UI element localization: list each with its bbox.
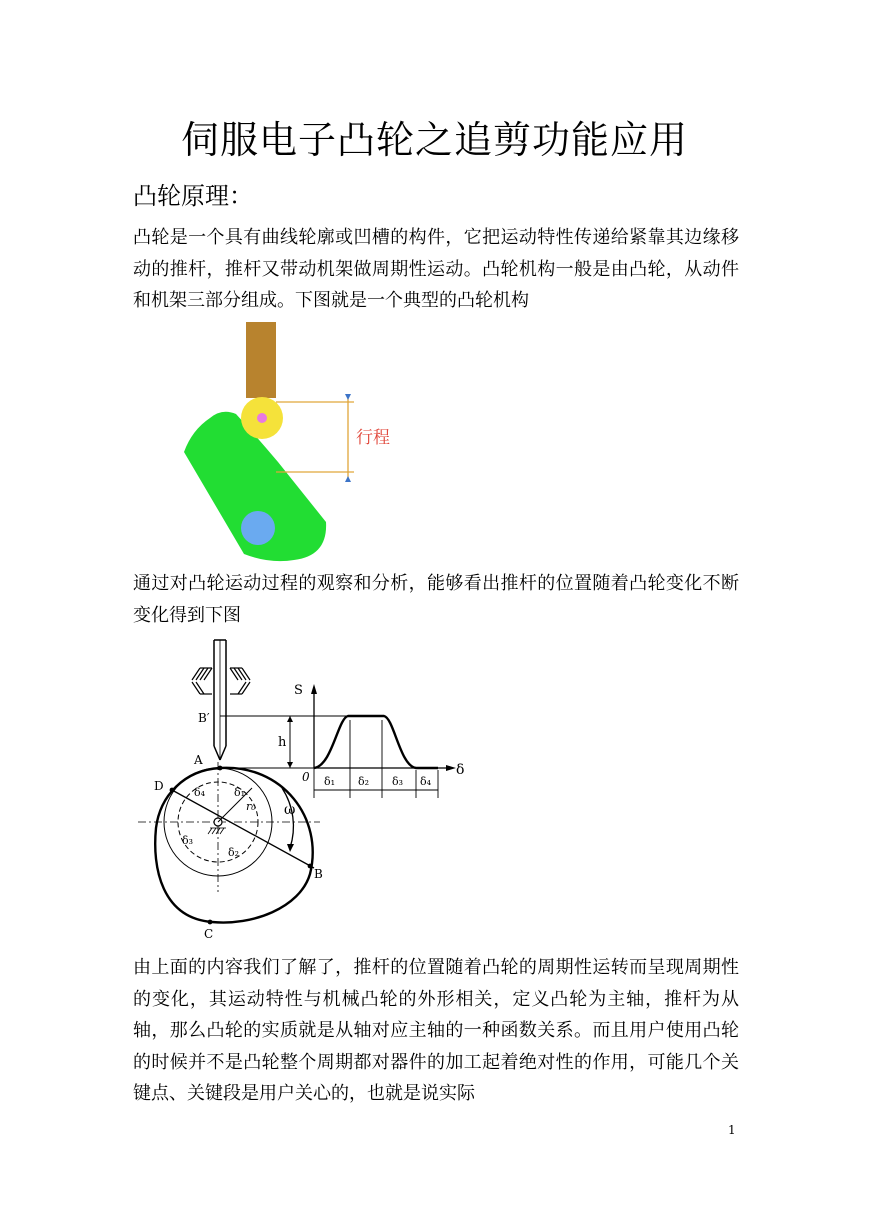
- s-axis-arrow-icon: [311, 684, 317, 694]
- seg-label-d2: δ₂: [358, 775, 370, 788]
- seg-label-d4: δ₄: [420, 775, 432, 788]
- cam-label-d1: δ₁: [234, 786, 246, 799]
- cam-displacement-figure: [132, 638, 472, 942]
- displacement-curve: [314, 716, 438, 768]
- h-arrow-top-icon: [287, 716, 293, 722]
- cam-label-d3: δ₃: [182, 834, 194, 847]
- delta-axis-arrow-icon: [446, 765, 456, 771]
- follower-rod: [246, 322, 276, 398]
- paragraph-intro: 凸轮是一个具有曲线轮廓或凹槽的构件，它把运动特性传递给紧靠其边缘移动的推杆，推杆又带动机架做周期性运动。凸轮机构一般是由凸轮，从动件和机架三部分组成。下图就是一个典型的凸轮机构: [133, 227, 739, 311]
- point-b: [308, 864, 313, 869]
- paragraph-observation: 通过对凸轮运动过程的观察和分析，能够看出推杆的位置随着凸轮变化不断变化得到下图: [133, 573, 739, 626]
- omega-arrow-icon: [287, 844, 294, 852]
- roller-pin: [257, 413, 267, 423]
- label-b: B: [314, 867, 323, 881]
- label-omega: ω: [284, 802, 296, 818]
- label-h: h: [278, 735, 287, 750]
- cam-mechanism-figure: [178, 322, 410, 564]
- point-d: [170, 788, 175, 793]
- arrow-top-icon: [345, 394, 351, 400]
- label-s: S: [294, 683, 303, 698]
- paragraph-explanation: 由上面的内容我们了解了，推杆的位置随着凸轮的周期性运转而呈现周期性的变化，其运动特性与机械凸轮的外形相关，定义凸轮为主轴，推杆为从轴，那么凸轮的实质就是从轴对应主轴的一种函数关系。而且用户使用凸轮的时候并不是凸轮整个周期都对器件的加工起着绝对性的作用，可能几个关键点、关键段是用户关心的，也就是说实际: [133, 957, 739, 1104]
- label-r0: r₀: [246, 800, 256, 813]
- cam-shaft: [241, 511, 275, 545]
- follower-rod: [214, 640, 226, 760]
- seg-label-d1: δ₁: [324, 775, 336, 788]
- section-heading: 凸轮原理：: [133, 182, 253, 210]
- page-title: 伺服电子凸轮之追剪功能应用: [180, 118, 688, 162]
- label-b-prime: B′: [198, 711, 210, 725]
- stroke-dimension: [276, 394, 354, 482]
- page-number: 1: [728, 1123, 736, 1137]
- label-origin: 0: [302, 770, 310, 784]
- arrow-bottom-icon: [345, 476, 351, 482]
- label-a: A: [194, 753, 203, 767]
- cam-label-d2: δ₂: [228, 846, 240, 859]
- point-c: [208, 920, 213, 925]
- label-delta: δ: [456, 762, 465, 778]
- h-arrow-bottom-icon: [287, 762, 293, 768]
- seg-label-d3: δ₃: [392, 775, 404, 788]
- pivot-ground: [208, 828, 226, 834]
- label-d: D: [154, 779, 164, 793]
- label-c: C: [204, 927, 214, 941]
- follower-guide: [192, 668, 250, 694]
- stroke-label: 行程: [356, 428, 390, 448]
- cam-label-d4: δ₄: [194, 786, 206, 799]
